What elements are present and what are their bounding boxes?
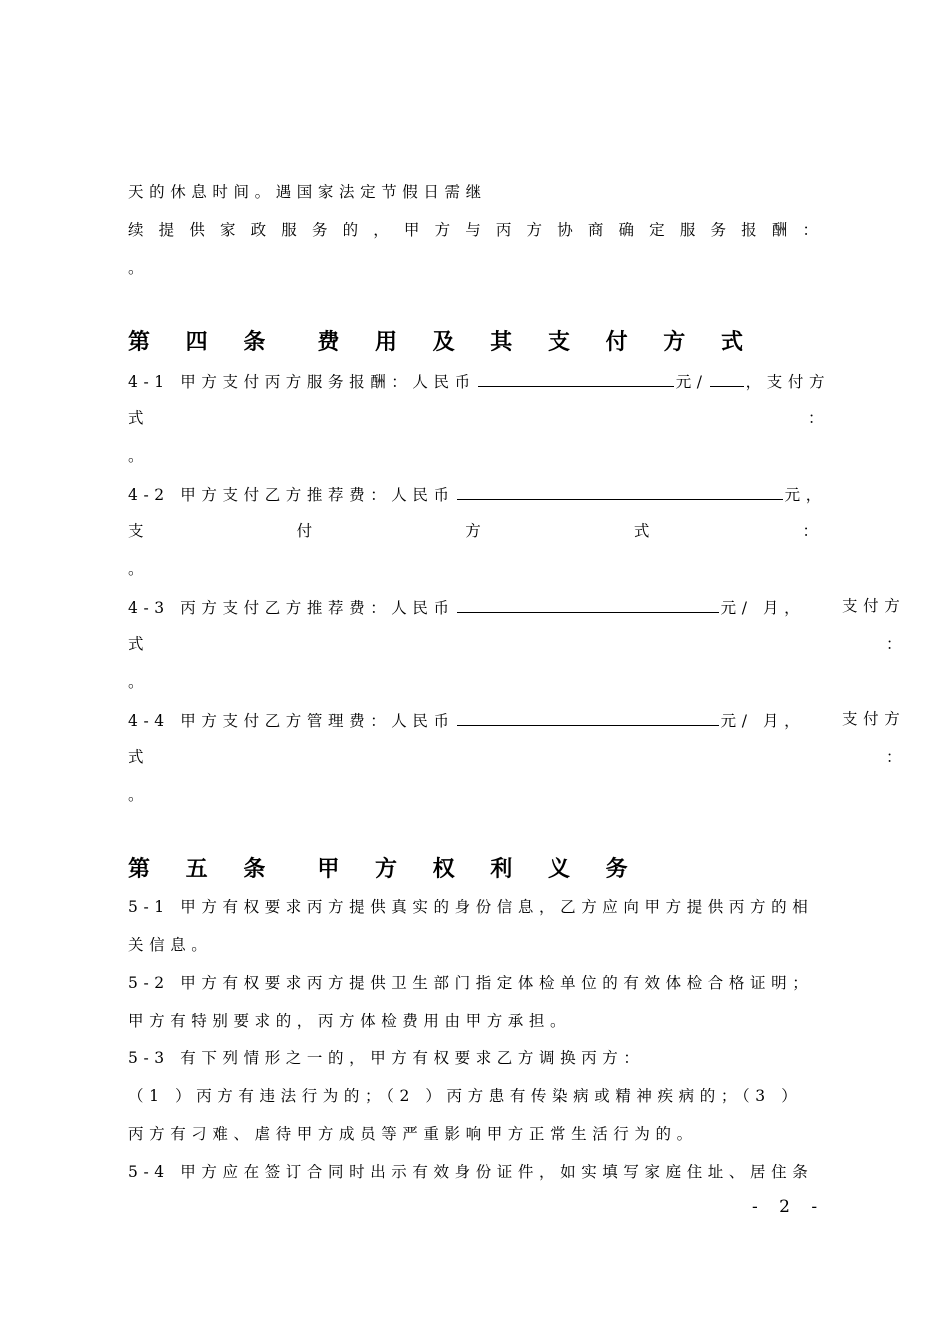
justified-char: ： <box>802 221 818 239</box>
payment-method-text: 支付方 <box>842 597 906 615</box>
text-line: 丙方有刁难、虐待甲方成员等严重影响甲方正常生活行为的。 <box>128 1125 698 1143</box>
justified-char: 务 <box>710 221 726 239</box>
article-number: 第 五 条 <box>128 857 280 882</box>
unit-text: 元/ 月， <box>720 599 806 617</box>
justified-char: 式 <box>633 522 650 540</box>
page-number: - 2 - <box>752 1197 826 1217</box>
text-line: 5-3 有下列情形之一的，甲方有权要求乙方调换丙方： <box>128 1049 645 1067</box>
text-line-justified <box>128 220 818 240</box>
text-line: 关信息。 <box>128 936 213 954</box>
justified-char: 方 <box>434 221 451 239</box>
justified-char: ， <box>373 221 389 239</box>
justified-char: 报 <box>741 221 757 239</box>
text-line: 。 <box>128 259 150 277</box>
text-line: 。 <box>128 786 150 804</box>
justified-char: ： <box>802 522 818 540</box>
article-title: 甲 方 权 利 义 务 <box>317 857 642 882</box>
text-line: 。 <box>128 560 150 578</box>
text-line: 5-2 甲方有权要求丙方提供卫生部门指定体检单位的有效体检合格证明； <box>128 974 814 992</box>
clause-label: 4-1 甲方支付丙方服务报酬：人民币 <box>128 373 476 391</box>
colon-mark: ： <box>886 635 908 653</box>
justified-char: 甲 <box>403 221 420 239</box>
text-line: 式 <box>128 635 150 653</box>
article-5-heading <box>128 857 642 883</box>
justified-char: 务 <box>311 221 328 239</box>
unit-text: 元， <box>784 486 827 504</box>
amount-blank <box>457 596 719 613</box>
justified-char: 确 <box>618 221 635 239</box>
amount-blank <box>457 709 719 726</box>
text-line: 。 <box>128 447 150 465</box>
text-line: 5-1 甲方有权要求丙方提供真实的身份信息，乙方应向甲方提供丙方的相 <box>128 898 814 916</box>
payment-method-text: 支付方 <box>842 710 906 728</box>
clause-4-4 <box>128 709 805 731</box>
justified-char: 服 <box>281 221 297 239</box>
justified-char: 供 <box>189 221 205 239</box>
amount-blank <box>478 370 674 387</box>
justified-char: 与 <box>465 221 481 239</box>
article-number: 第 四 条 <box>128 330 280 355</box>
unit-text: 元/ 月， <box>720 712 806 730</box>
justified-char: 方 <box>465 522 481 540</box>
article-4-heading <box>128 330 757 356</box>
text-line: 5-4 甲方应在签订合同时出示有效身份证件，如实填写家庭住址、居住条 <box>128 1163 814 1181</box>
clause-label: 4-4 甲方支付乙方管理费：人民币 <box>128 712 455 730</box>
amount-blank <box>457 483 783 500</box>
text-line: 甲方有特别要求的，丙方体检费用由甲方承担。 <box>128 1012 572 1030</box>
clause-4-2 <box>128 483 827 505</box>
justified-char: 服 <box>679 221 696 239</box>
colon-mark: ： <box>886 748 908 766</box>
text-line-justified <box>128 521 818 541</box>
justified-char: 支 <box>128 522 144 540</box>
justified-char: 协 <box>557 221 573 239</box>
colon-mark: ： <box>808 409 830 427</box>
justified-char: 政 <box>250 221 267 239</box>
justified-char: 家 <box>219 221 236 239</box>
justified-char: 续 <box>128 221 144 239</box>
justified-char: 付 <box>296 522 313 540</box>
text-line: 。 <box>128 673 150 691</box>
unit-text: 元/ <box>675 373 708 391</box>
justified-char: 的 <box>342 221 359 239</box>
period-blank <box>710 370 744 387</box>
clause-label: 4-3 丙方支付乙方推荐费：人民币 <box>128 599 455 617</box>
article-title: 费 用 及 其 支 付 方 式 <box>317 330 757 355</box>
payment-method-text: ，支付方 <box>745 373 831 391</box>
justified-char: 丙 <box>495 221 512 239</box>
justified-char: 方 <box>526 221 543 239</box>
justified-char: 酬 <box>771 221 788 239</box>
justified-char: 商 <box>587 221 604 239</box>
text-line: 式 <box>128 409 150 427</box>
text-line: 式 <box>128 748 150 766</box>
justified-char: 提 <box>158 221 175 239</box>
text-line: （1 ）丙方有违法行为的；（2 ）丙方患有传染病或精神疾病的；（3 ） <box>128 1087 803 1105</box>
text-line: 天的休息时间。遇国家法定节假日需继 <box>128 183 487 201</box>
clause-label: 4-2 甲方支付乙方推荐费：人民币 <box>128 486 455 504</box>
clause-4-3 <box>128 596 805 618</box>
clause-4-1 <box>128 370 830 392</box>
justified-char: 定 <box>649 221 665 239</box>
